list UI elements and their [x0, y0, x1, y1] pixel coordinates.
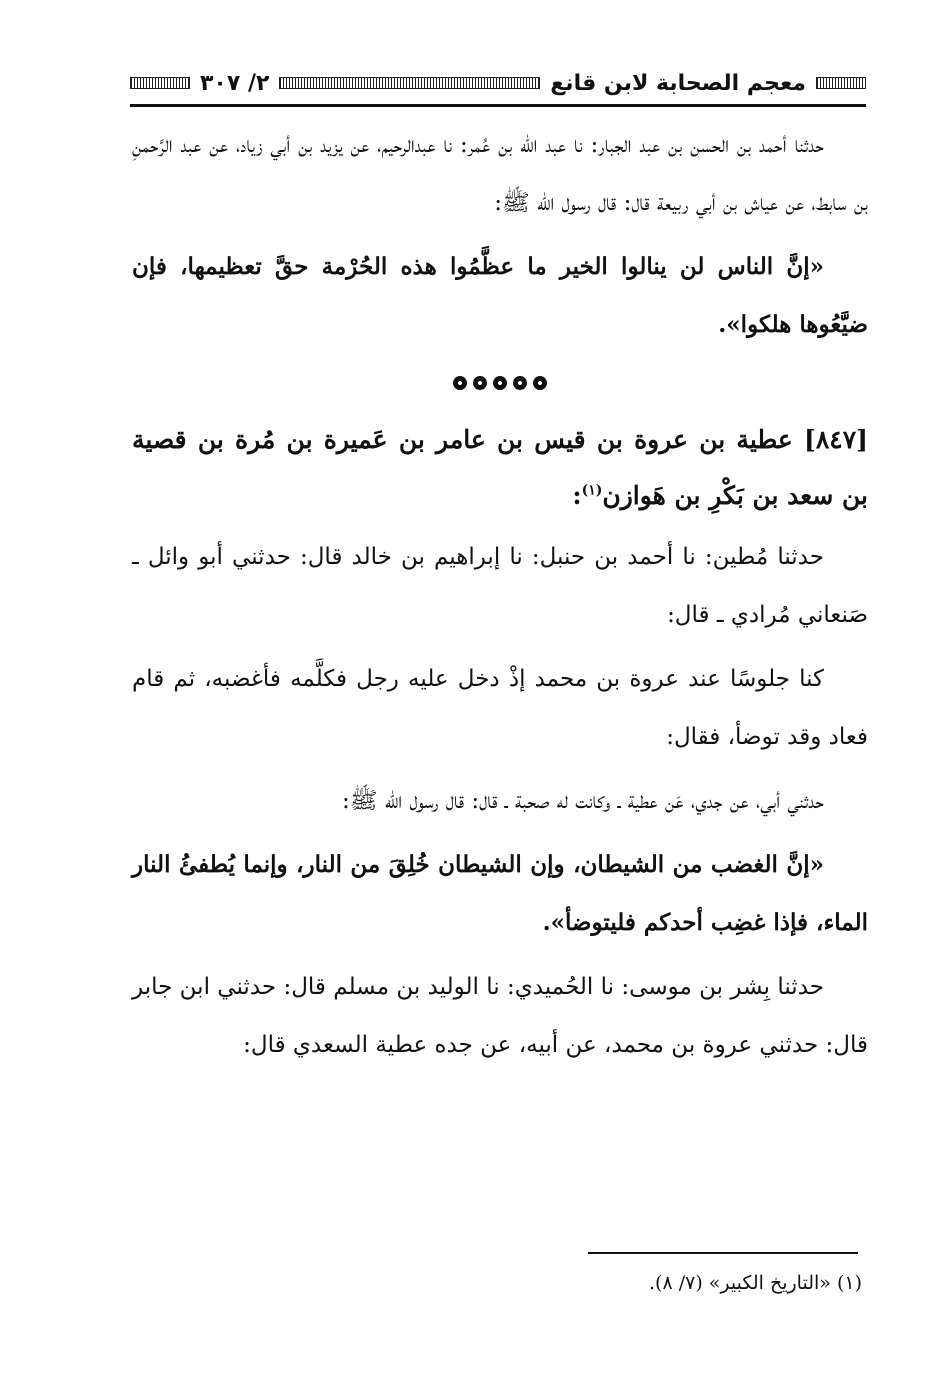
isnad-paragraph: حدثني أبي، عن جدي، عَن عطية ـ وكانت له صحبة ـ قال: قال رسول الله ﷺ: — [342, 788, 824, 814]
header-ornament-bar — [130, 77, 190, 89]
entry-heading-suffix: : — [572, 481, 582, 510]
separator-dot-icon — [533, 376, 547, 390]
separator-dot-icon — [513, 376, 527, 390]
header-ornament-bar — [816, 77, 866, 89]
footnote-marker[interactable]: (١) — [581, 482, 603, 499]
running-header — [130, 66, 866, 100]
header-ornament-bar — [279, 77, 540, 89]
footnote-rule — [588, 1252, 858, 1254]
isnad-paragraph: حدثنا مُطين: نا أحمد بن حنبل: نا إبراهيم بن خالد قال: حدثني أبو وائل ـ صَنعاني مُرادي ـ قال: — [132, 544, 868, 628]
entry-heading-text: [٨٤٧] عطية بن عروة بن قيس بن عامر بن عَميرة بن مُرة بن قصية بن سعد بن بَكْرِ بن هَوازن — [132, 425, 868, 510]
section-separator — [132, 368, 868, 398]
book-title: معجم الصحابة لابن قانع — [550, 70, 806, 96]
hadith-paragraph: «إنَّ الناس لن ينالوا الخير ما عظَّمُوا هذه الحُرْمة حقَّ تعظيمها، فإن ضيَّعُوها هلكوا». — [132, 253, 868, 338]
isnad-paragraph: حدثنا بِشر بن موسى: نا الحُميدي: نا الوليد بن مسلم قال: حدثني ابن جابر قال: حدثني عروة بن محمد، عن أبيه، عن جده عطية السعدي قال: — [132, 974, 868, 1058]
narrative-paragraph: كنا جلوسًا عند عروة بن محمد إذْ دخل عليه رجل فكلَّمه فأغضبه، ثم قام فعاد وقد توضأ، فقال: — [132, 666, 868, 750]
page-number: ٢/ ٣٠٧ — [200, 70, 270, 96]
footnote: (١) «التاريخ الكبير» (٧/ ٨). — [648, 1272, 862, 1294]
separator-dot-icon — [453, 376, 467, 390]
separator-dot-icon — [493, 376, 507, 390]
entry-heading — [132, 412, 868, 524]
hadith-paragraph: «إنَّ الغضب من الشيطان، وإن الشيطان خُلِقَ من النار، وإنما يُطفئُ النار الماء، فإذا غضِب أحدكم فليتوضأ». — [132, 851, 868, 936]
main-text — [132, 116, 868, 1080]
separator-dot-icon — [473, 376, 487, 390]
isnad-paragraph: حدثنا أحمد بن الحسن بن عبد الجبار: نا عبد الله بن عُمر: نا عبدالرحيم، عن يزيد بن أبي زياد، عن عبد الرَّحمنِ بن سابط، عن عياش بن أبي ربيعة قال: قال رسول الله ﷺ: — [132, 132, 868, 216]
header-rule — [130, 104, 866, 107]
